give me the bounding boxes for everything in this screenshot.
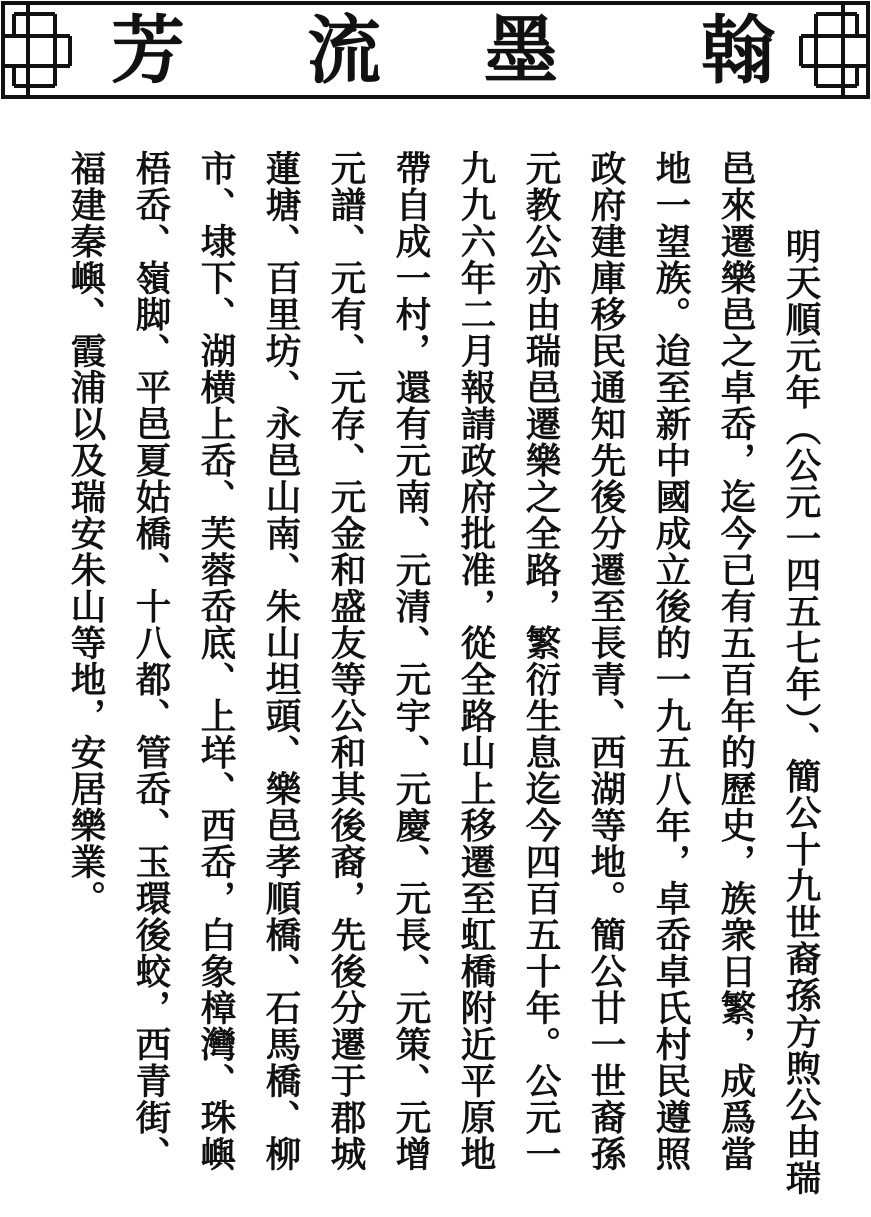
- text-column-10: 市、埭下、湖横上岙、芙蓉岙底、上垟、西岙，白象樟灣、珠嶼: [195, 150, 236, 1172]
- text-column-12: 福建秦嶼、霞浦以及瑞安朱山等地，安居樂業。: [65, 150, 106, 917]
- title-char-1: 翰: [701, 8, 775, 94]
- title-char-4: 芳: [111, 8, 185, 94]
- text-column-1: 明天順元年（公元一四五七年）、簡公十九世裔孫方煦公由瑞: [780, 228, 821, 1196]
- text-column-9: 蓮塘、百里坊、永邑山南、朱山坦頭、樂邑孝順橋、石馬橋、柳: [260, 150, 301, 1172]
- text-column-4: 政府建庫移民通知先後分遷至長青、西湖等地。簡公廿一世裔孫: [585, 150, 626, 1172]
- text-column-11: 梧岙、嶺脚、平邑夏姑橋、十八都、管岙、玉環後蛟，西青街、: [130, 150, 171, 1172]
- text-column-3: 地一望族。迨至新中國成立後的一九五八年，卓岙卓氏村民遵照: [650, 150, 691, 1172]
- title-char-2: 墨: [484, 8, 558, 94]
- text-column-6: 九九六年二月報請政府批准，從全路山上移遷至虹橋附近平原地: [455, 150, 496, 1172]
- text-column-5: 元教公亦由瑞邑遷樂之全路，繁衍生息迄今四百五十年。公元一: [520, 150, 561, 1172]
- text-column-8: 元譜、元有、元存、元金和盛友等公和其後裔，先後分遷于郡城: [325, 150, 366, 1172]
- text-column-2: 邑來遷樂邑之卓岙，迄今已有五百年的歷史，族衆日繁，成爲當: [715, 150, 756, 1172]
- title-char-3: 流: [307, 8, 381, 94]
- text-column-7: 帶自成一村，還有元南、元清、元宇、元慶、元長、元策、元增: [390, 150, 431, 1172]
